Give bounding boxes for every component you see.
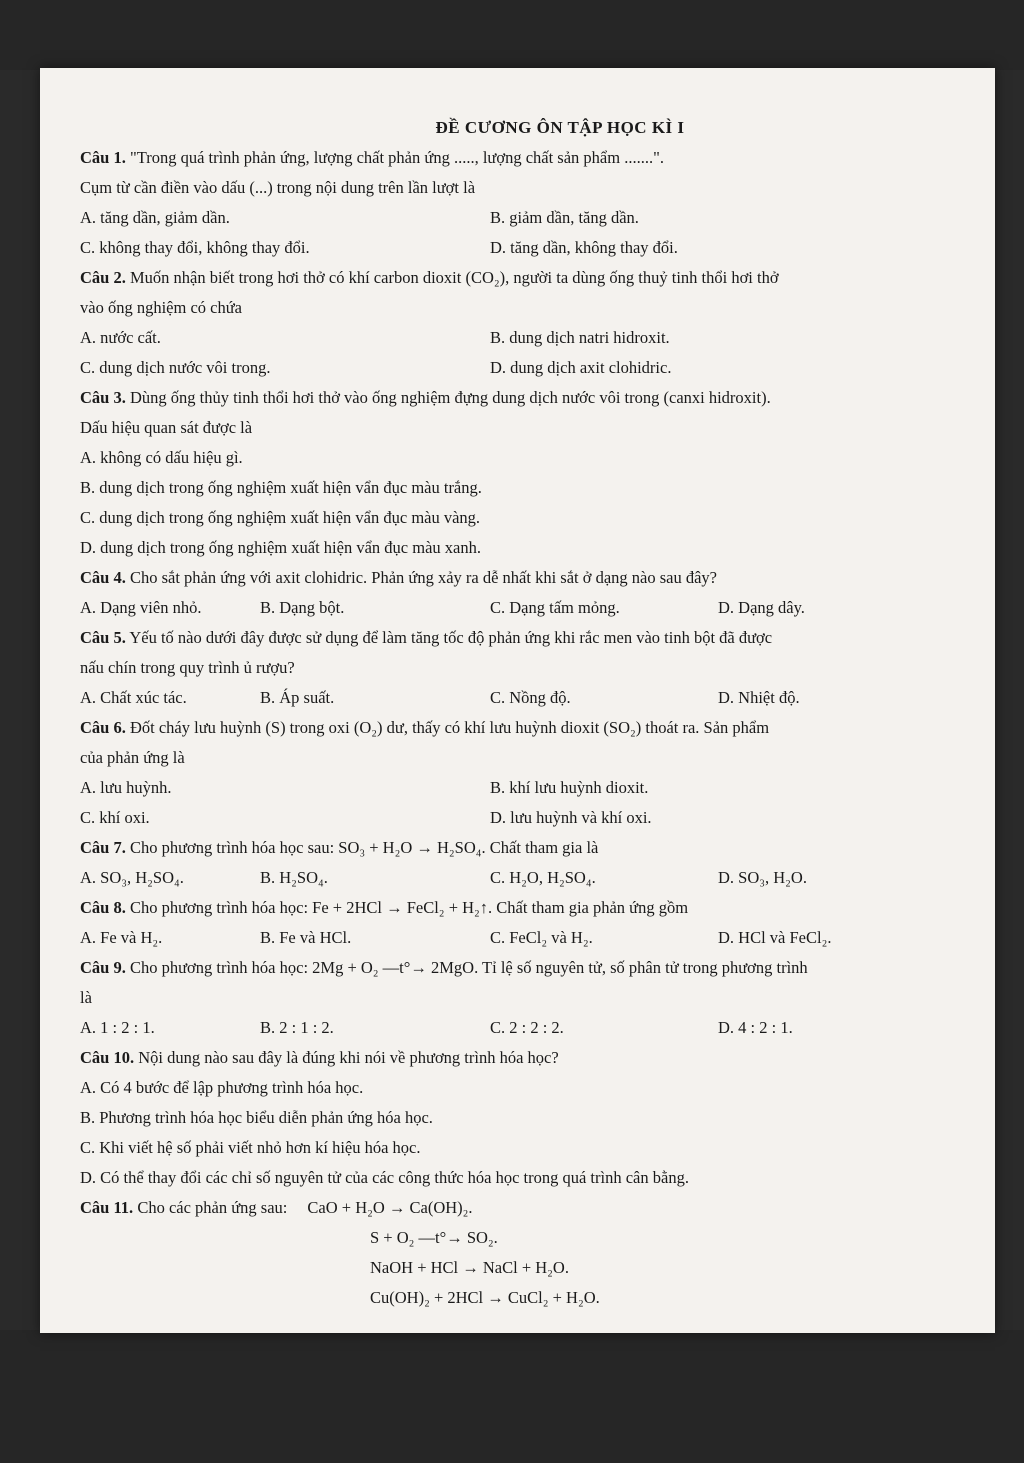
question-text: nấu chín trong quy trình ủ rượu? bbox=[80, 658, 295, 677]
question-label: Câu 2. bbox=[80, 268, 126, 287]
option-d: D. tăng dần, không thay đổi. bbox=[490, 238, 678, 257]
question-text: Cho phương trình hóa học: Fe + 2HCl → FeCl₂ + H₂↑. Chất tham gia phản ứng gồm bbox=[129, 898, 689, 917]
option-c: C. Khi viết hệ số phải viết nhỏ hơn kí hiệu hóa học. bbox=[80, 1138, 421, 1157]
question-text: của phản ứng là bbox=[80, 748, 185, 767]
question-text: Yếu tố nào dưới đây được sử dụng để làm tăng tốc độ phản ứng khi rắc men vào tinh bột đã được bbox=[129, 628, 773, 647]
question-text: Nội dung nào sau đây là đúng khi nói về phương trình hóa học? bbox=[138, 1048, 559, 1067]
question-label: Câu 4. bbox=[80, 568, 126, 587]
question-label: Câu 6. bbox=[80, 718, 126, 737]
question-9 bbox=[80, 953, 980, 1043]
option-c: C. FeCl₂ và H₂. bbox=[490, 928, 593, 947]
reaction-4: Cu(OH)₂ + 2HCl → CuCl₂ + H₂O. bbox=[370, 1288, 600, 1307]
question-10 bbox=[80, 1043, 980, 1193]
option-c: C. khí oxi. bbox=[80, 808, 150, 827]
option-d: D. lưu huỳnh và khí oxi. bbox=[490, 808, 652, 827]
question-2 bbox=[80, 263, 980, 383]
option-b: B. giảm dần, tăng dần. bbox=[490, 208, 639, 227]
question-text: Cho phương trình hóa học: 2Mg + O₂ —t°→ 2MgO. Tỉ lệ số nguyên tử, số phân tử trong phương trình bbox=[129, 958, 808, 977]
question-text: Muốn nhận biết trong hơi thở có khí carbon dioxit (CO₂), người ta dùng ống thuỷ tinh thổi hơi thở bbox=[129, 268, 779, 287]
option-b: B. dung dịch trong ống nghiệm xuất hiện vẩn đục màu trắng. bbox=[80, 478, 482, 497]
question-4 bbox=[80, 563, 980, 623]
option-a: A. lưu huỳnh. bbox=[80, 778, 172, 797]
question-text: Dùng ống thủy tinh thổi hơi thở vào ống nghiệm đựng dung dịch nước vôi trong (canxi hidroxit). bbox=[129, 388, 771, 407]
option-c: C. 2 : 2 : 2. bbox=[490, 1018, 564, 1037]
question-text: Đốt cháy lưu huỳnh (S) trong oxi (O₂) dư, thấy có khí lưu huỳnh dioxit (SO₂) thoát ra. Sản phẩm bbox=[129, 718, 770, 737]
option-a: A. tăng dần, giảm dần. bbox=[80, 208, 230, 227]
question-11 bbox=[80, 1193, 980, 1313]
option-b: B. dung dịch natri hidroxit. bbox=[490, 328, 670, 347]
option-c: C. Dạng tấm mỏng. bbox=[490, 598, 620, 617]
question-5 bbox=[80, 623, 980, 713]
option-d: D. Nhiệt độ. bbox=[718, 688, 800, 707]
question-text: Cho các phản ứng sau: bbox=[137, 1198, 288, 1217]
option-c: C. H₂O, H₂SO₄. bbox=[490, 868, 596, 887]
question-text: là bbox=[80, 988, 92, 1007]
option-c: C. dung dịch nước vôi trong. bbox=[80, 358, 271, 377]
option-b: B. Dạng bột. bbox=[260, 598, 345, 617]
option-a: A. nước cất. bbox=[80, 328, 161, 347]
question-text: Cụm từ cần điền vào dấu (...) trong nội dung trên lần lượt là bbox=[80, 178, 476, 197]
option-d: D. 4 : 2 : 1. bbox=[718, 1018, 793, 1037]
option-a: A. 1 : 2 : 1. bbox=[80, 1018, 155, 1037]
question-label: Câu 11. bbox=[80, 1198, 134, 1217]
photo-background-top bbox=[0, 0, 1024, 70]
document-content bbox=[80, 113, 980, 1313]
document-title: ĐỀ CƯƠNG ÔN TẬP HỌC KÌ I bbox=[435, 118, 685, 137]
option-d: D. Có thể thay đổi các chỉ số nguyên tử của các công thức hóa học trong quá trình cân bằng. bbox=[80, 1168, 689, 1187]
option-a: A. Có 4 bước để lập phương trình hóa học. bbox=[80, 1078, 364, 1097]
option-b: B. H₂SO₄. bbox=[260, 868, 328, 887]
option-b: B. Áp suất. bbox=[260, 688, 335, 707]
option-b: B. Phương trình hóa học biểu diễn phản ứng hóa học. bbox=[80, 1108, 433, 1127]
document-page bbox=[40, 68, 995, 1333]
option-a: A. không có dấu hiệu gì. bbox=[80, 448, 243, 467]
question-6 bbox=[80, 713, 980, 833]
question-text: "Trong quá trình phản ứng, lượng chất phản ứng ....., lượng chất sản phẩm .......". bbox=[129, 148, 664, 167]
option-a: A. Fe và H₂. bbox=[80, 928, 163, 947]
option-a: A. Chất xúc tác. bbox=[80, 688, 187, 707]
question-label: Câu 3. bbox=[80, 388, 126, 407]
question-7 bbox=[80, 833, 980, 893]
question-text: Cho sắt phản ứng với axit clohidric. Phản ứng xảy ra dễ nhất khi sắt ở dạng nào sau đây? bbox=[129, 568, 718, 587]
reaction-2: S + O₂ —t°→ SO₂. bbox=[370, 1228, 498, 1247]
question-8 bbox=[80, 893, 980, 953]
reaction-1: CaO + H₂O → Ca(OH)₂. bbox=[307, 1198, 473, 1217]
option-a: A. SO₃, H₂SO₄. bbox=[80, 868, 184, 887]
question-1 bbox=[80, 143, 980, 263]
question-label: Câu 10. bbox=[80, 1048, 135, 1067]
question-label: Câu 8. bbox=[80, 898, 126, 917]
option-c: C. Nồng độ. bbox=[490, 688, 571, 707]
question-text: Cho phương trình hóa học sau: SO₃ + H₂O → H₂SO₄. Chất tham gia là bbox=[129, 838, 599, 857]
question-text: vào ống nghiệm có chứa bbox=[80, 298, 242, 317]
option-d: D. dung dịch trong ống nghiệm xuất hiện vẩn đục màu xanh. bbox=[80, 538, 481, 557]
option-d: D. HCl và FeCl₂. bbox=[718, 928, 832, 947]
question-label: Câu 7. bbox=[80, 838, 126, 857]
question-text: Dấu hiệu quan sát được là bbox=[80, 418, 253, 437]
option-c: C. dung dịch trong ống nghiệm xuất hiện vẩn đục màu vàng. bbox=[80, 508, 481, 527]
option-b: B. 2 : 1 : 2. bbox=[260, 1018, 334, 1037]
option-d: D. Dạng dây. bbox=[718, 598, 805, 617]
option-b: B. khí lưu huỳnh dioxit. bbox=[490, 778, 649, 797]
reaction-3: NaOH + HCl → NaCl + H₂O. bbox=[370, 1258, 569, 1277]
photo-background-bottom bbox=[0, 1330, 1024, 1463]
question-3 bbox=[80, 383, 980, 563]
option-c: C. không thay đổi, không thay đổi. bbox=[80, 238, 310, 257]
question-label: Câu 9. bbox=[80, 958, 126, 977]
option-a: A. Dạng viên nhỏ. bbox=[80, 598, 202, 617]
question-label: Câu 1. bbox=[80, 148, 126, 167]
option-b: B. Fe và HCl. bbox=[260, 928, 352, 947]
option-d: D. dung dịch axit clohidric. bbox=[490, 358, 672, 377]
option-d: D. SO₃, H₂O. bbox=[718, 868, 807, 887]
question-label: Câu 5. bbox=[80, 628, 126, 647]
